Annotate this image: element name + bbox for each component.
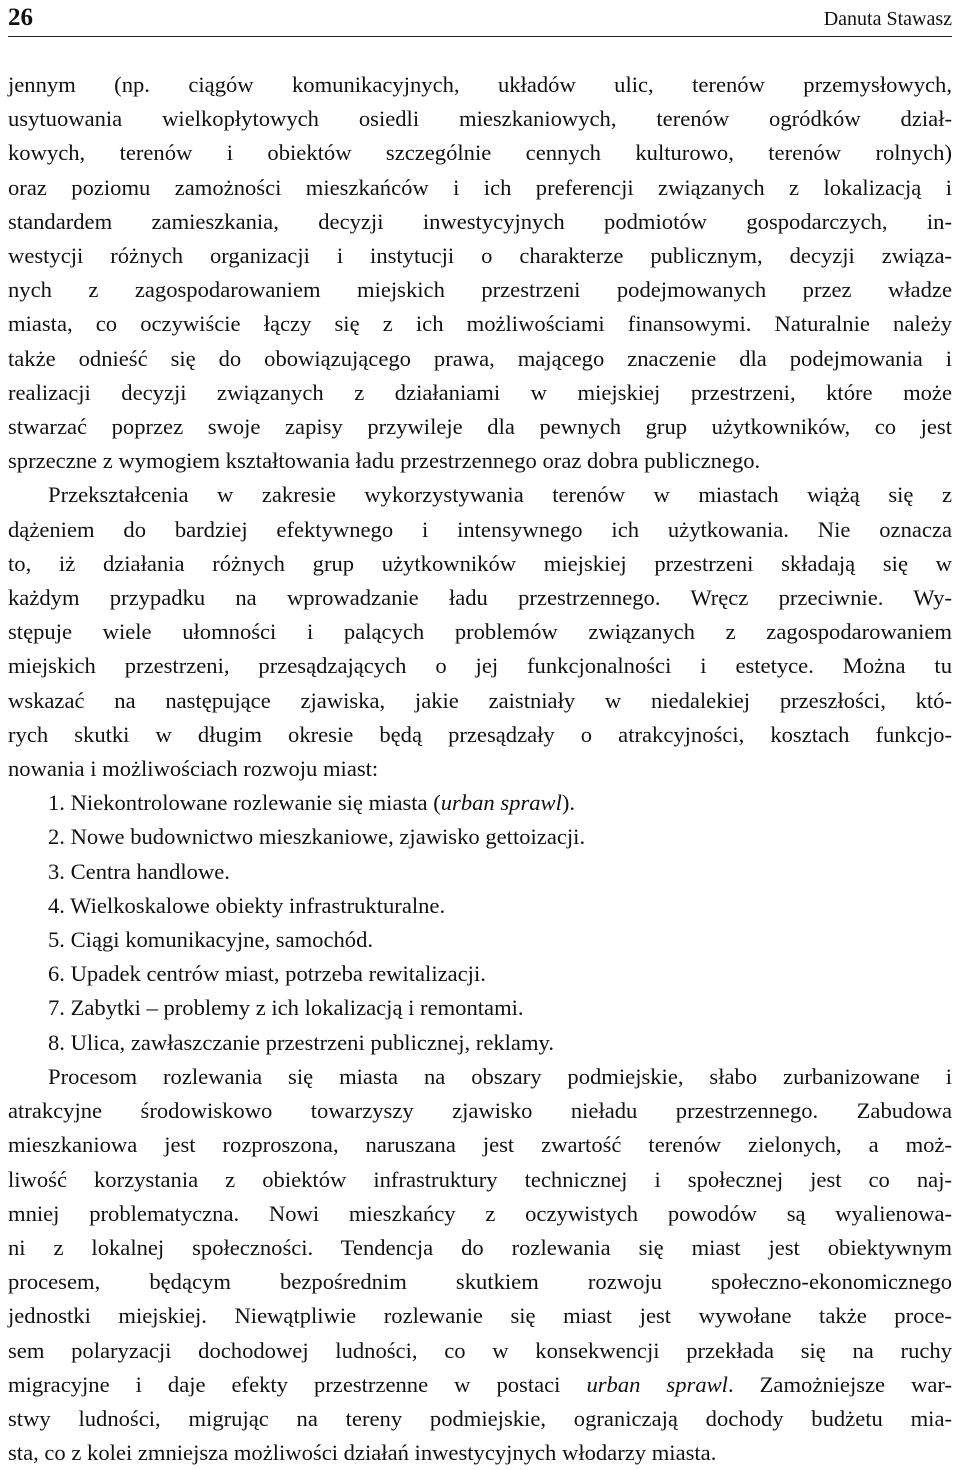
body-text — [8, 68, 952, 1470]
text-line: mniej problematyczna. Nowi mieszkańcy z oczywistych powodów są wyalienowa- — [8, 1200, 952, 1226]
text-line: standardem zamieszkania, decyzji inwestycyjnych podmiotów gospodarczych, in- — [8, 208, 952, 234]
list-item: 6. Upadek centrów miast, potrzeba rewitalizacji. — [48, 961, 486, 987]
text-line: atrakcyjne środowiskowo towarzyszy zjawisko nieładu przestrzennego. Zabudowa — [8, 1098, 952, 1124]
numbered-list — [8, 786, 952, 1060]
text-line: Przekształcenia w zakresie wykorzystywania terenów w miastach wiążą się z — [48, 482, 952, 508]
text-line: miejskich przestrzeni, przesądzających o jej funkcjonalności i estetyce. Można tu — [8, 653, 952, 679]
text-line: kowych, terenów i obiektów szczególnie cennych kulturowo, terenów rolnych) — [8, 140, 952, 166]
text-line: wskazać na następujące zjawiska, jakie zaistniały w niedalekiej przeszłości, któ- — [8, 687, 952, 713]
text-line: procesem, będącym bezpośrednim skutkiem rozwoju społeczno-ekonomicznego — [8, 1269, 952, 1295]
text-line: stępuje wiele ułomności i palących problemów związanych z zagospodarowaniem — [8, 619, 952, 645]
text-line: sem polaryzacji dochodowej ludności, co w konsekwencji przekłada się na ruchy — [8, 1337, 952, 1363]
page-number: 26 — [8, 4, 33, 31]
text-line: usytuowania wielkopłytowych osiedli mieszkaniowych, terenów ogródków dział- — [8, 106, 952, 132]
text-line: liwość korzystania z obiektów infrastruktury technicznej i społecznej jest co naj- — [8, 1166, 952, 1192]
text-line: stwy ludności, migrując na tereny podmiejskie, ograniczają dochody budżetu mia- — [8, 1405, 952, 1431]
list-item: 1. Niekontrolowane rozlewanie się miasta (urban sprawl). — [48, 790, 576, 816]
page-header — [8, 0, 952, 37]
text-line: mieszkaniowa jest rozproszona, naruszana jest zwartość terenów zielonych, a moż- — [8, 1132, 952, 1158]
text-line: każdym przypadku na wprowadzanie ładu przestrzennego. Wręcz przeciwnie. Wy- — [8, 585, 952, 611]
text-line: jennym (np. ciągów komunikacyjnych, układów ulic, terenów przemysłowych, — [8, 72, 952, 97]
text-line: Procesom rozlewania się miasta na obszary podmiejskie, słabo zurbanizowane i — [48, 1063, 952, 1089]
list-item: 8. Ulica, zawłaszczanie przestrzeni publicznej, reklamy. — [48, 1029, 555, 1055]
text-line: to, iż działania różnych grup użytkowników miejskiej przestrzeni składają się w — [8, 550, 952, 576]
list-item: 2. Nowe budownictwo mieszkaniowe, zjawisko gettoizacji. — [48, 824, 586, 850]
text-line: oraz poziomu zamożności mieszkańców i ich preferencji związanych z lokalizacją i — [8, 174, 952, 200]
paragraph-1 — [8, 68, 952, 478]
list-item: 3. Centra handlowe. — [48, 858, 230, 884]
text-line: westycji różnych organizacji i instytucji o charakterze publicznym, decyzji związa- — [8, 243, 952, 269]
list-item: 4. Wielkoskalowe obiekty infrastrukturalne. — [48, 892, 446, 918]
text-line: stwarzać poprzez swoje zapisy przywileje dla pewnych grup użytkowników, co jest — [8, 414, 952, 440]
text-line: miasta, co oczywiście łączy się z ich możliwościami finansowymi. Naturalnie należy — [8, 311, 952, 337]
list-item: 5. Ciągi komunikacyjne, samochód. — [48, 927, 374, 953]
list-item: 7. Zabytki – problemy z ich lokalizacją i remontami. — [48, 995, 524, 1021]
text-line: migracyjne i daje efekty przestrzenne w postaci urban sprawl. Zamożniejsze war- — [8, 1371, 953, 1397]
text-line: także odnieść się do obowiązującego prawa, mającego znaczenie dla podejmowania i — [8, 345, 952, 371]
paragraph-2 — [8, 478, 952, 786]
text-line: ni z lokalnej społeczności. Tendencja do rozlewania się miast jest obiektywnym — [8, 1234, 952, 1260]
running-head-author: Danuta Stawasz — [823, 8, 952, 30]
text-line: nych z zagospodarowaniem miejskich przestrzeni podejmowanych przez władze — [8, 277, 952, 303]
paragraph-3 — [8, 1060, 952, 1470]
text-line: sprzeczne z wymogiem kształtowania ładu przestrzennego oraz dobra publicznego. — [8, 448, 761, 474]
text-line: rych skutki w długim okresie będą przesądzały o atrakcyjności, kosztach funkcjo- — [8, 721, 952, 747]
text-line: dążeniem do bardziej efektywnego i intensywnego ich użytkowania. Nie oznacza — [8, 516, 952, 542]
text-line: sta, co z kolei zmniejsza możliwości działań inwestycyjnych włodarzy miasta. — [8, 1440, 717, 1466]
emphasis-term: urban sprawl — [586, 1371, 728, 1397]
text-line: jednostki miejskiej. Niewątpliwie rozlewanie się miast jest wywołane także proce- — [8, 1303, 952, 1329]
text-line: realizacji decyzji związanych z działaniami w miejskiej przestrzeni, które może — [8, 379, 952, 405]
text-line: nowania i możliwościach rozwoju miast: — [8, 756, 379, 782]
